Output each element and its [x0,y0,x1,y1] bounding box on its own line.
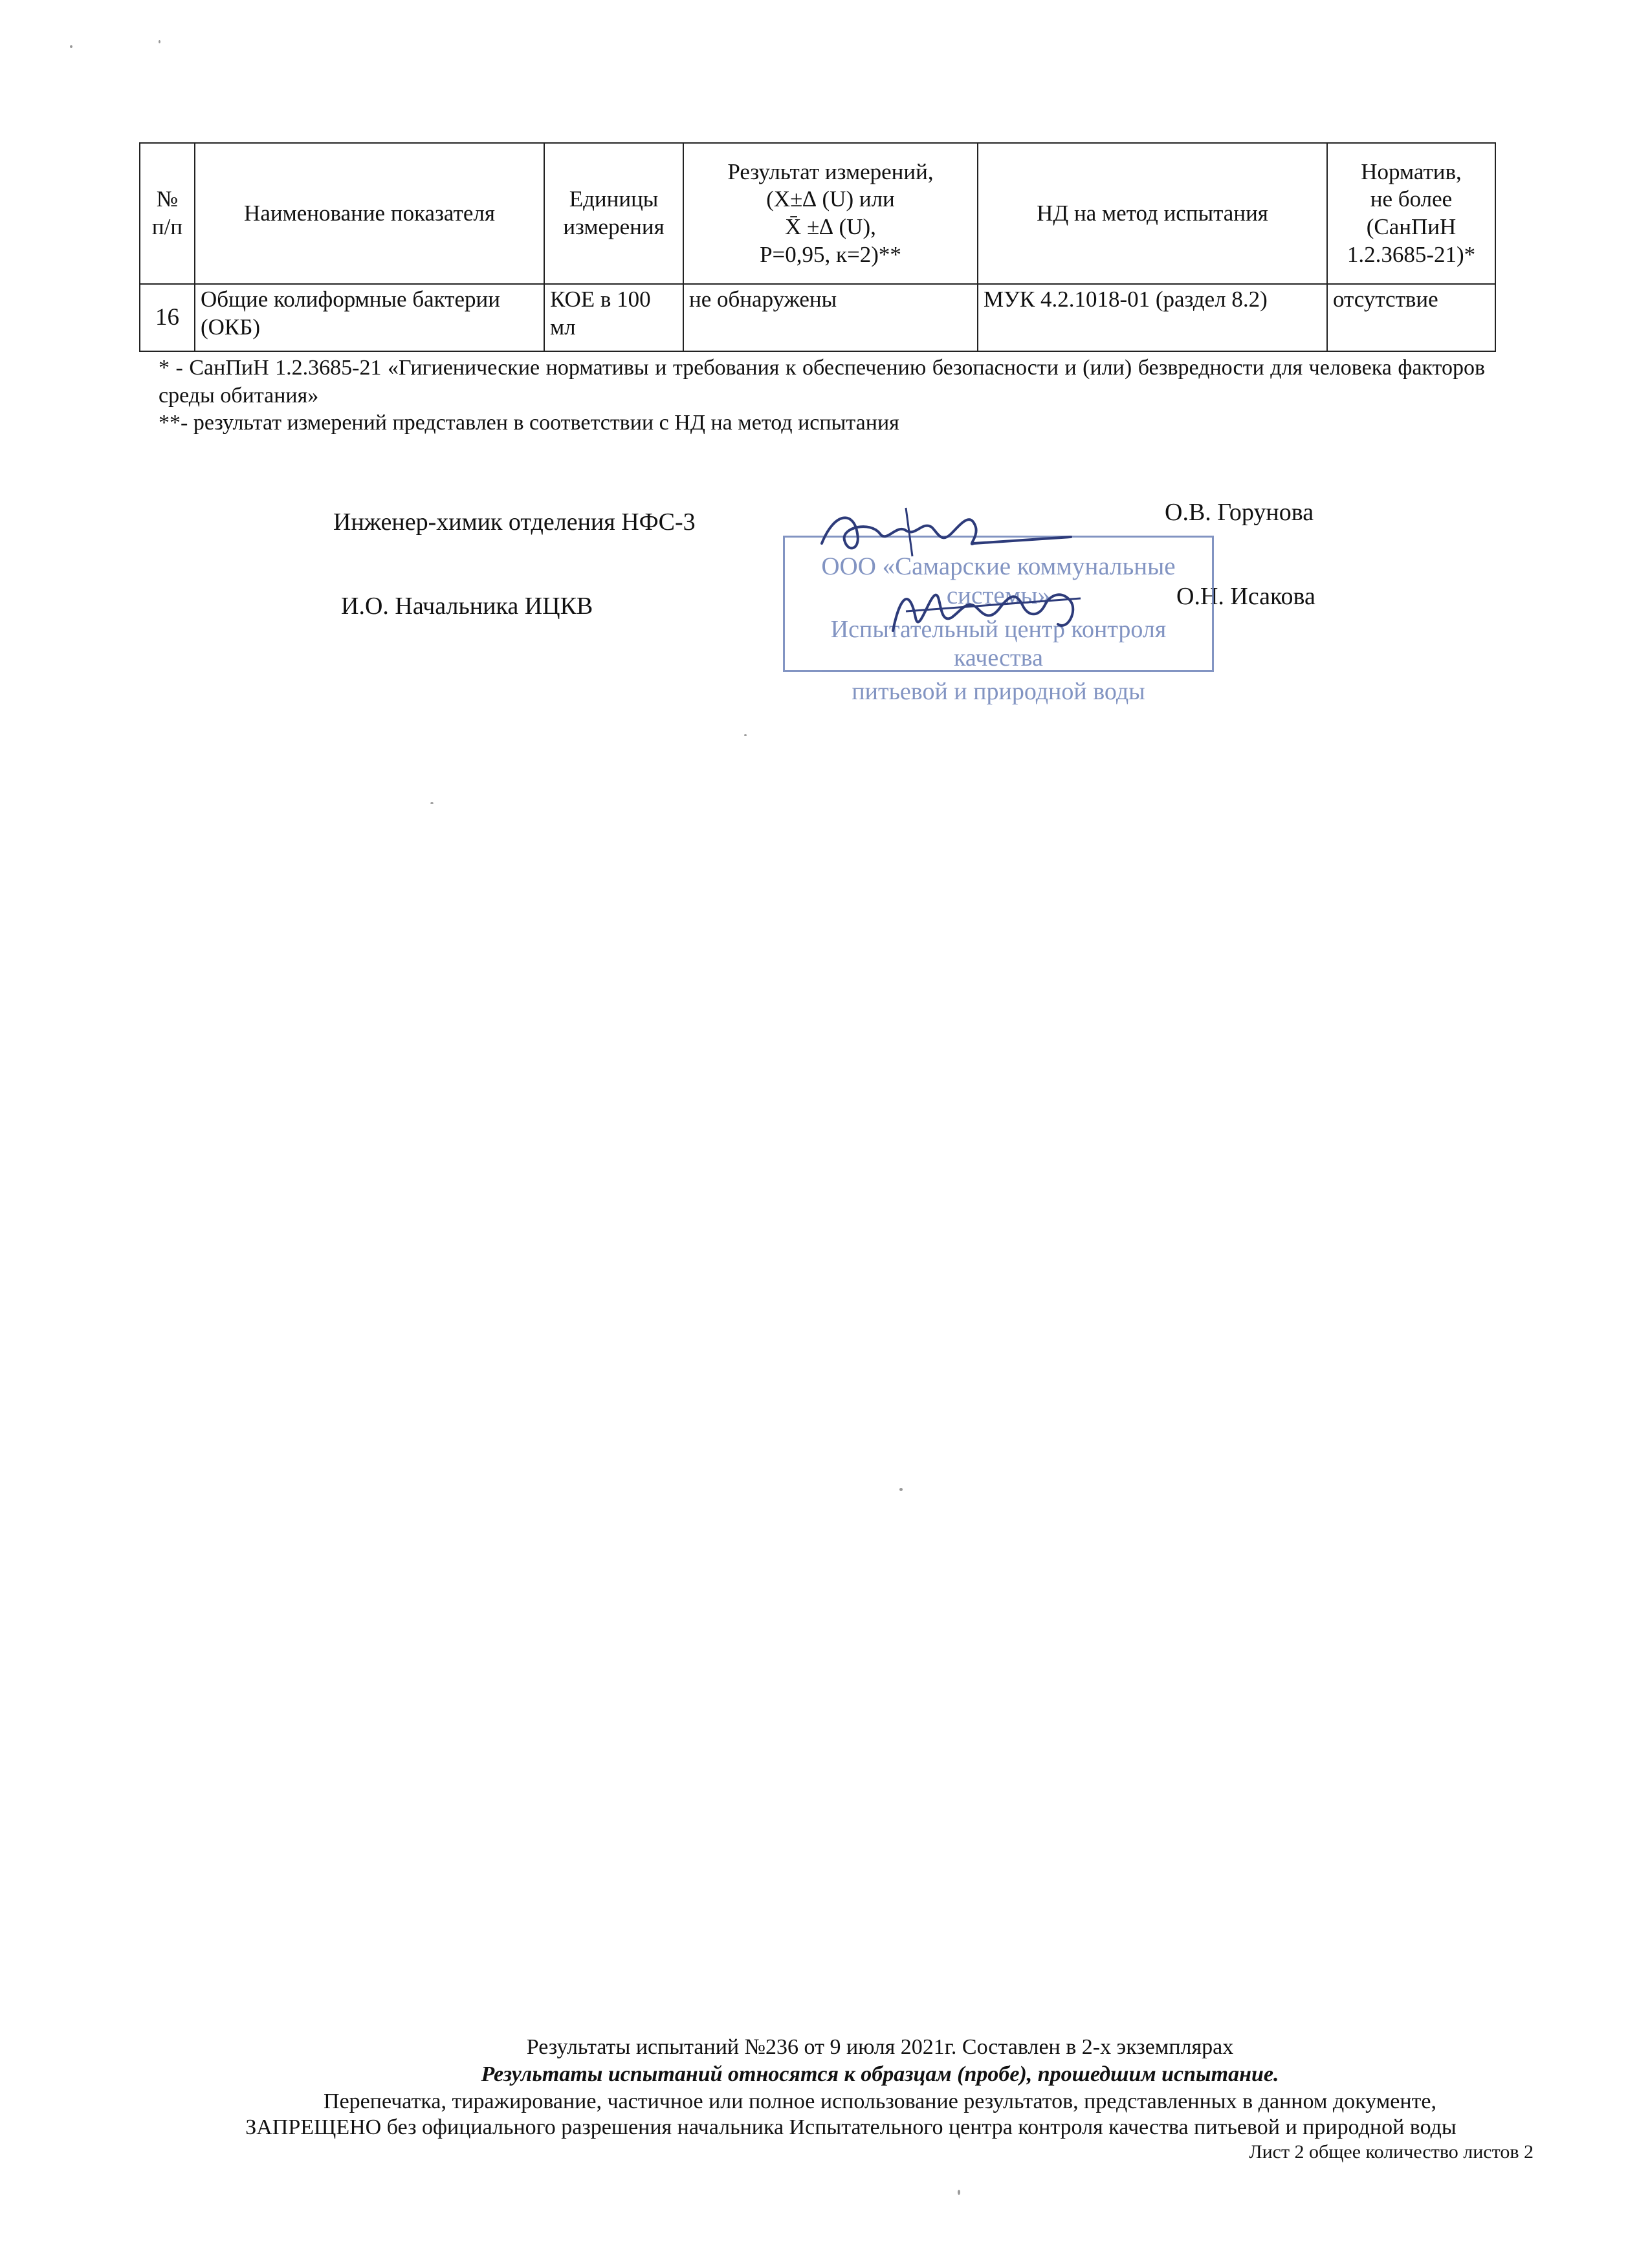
scan-speck [958,2190,960,2195]
signer1-name: О.В. Горунова [1165,499,1314,526]
sheet-number: Лист 2 общее количество листов 2 [1249,2141,1534,2163]
header-method: НД на метод испытания [978,143,1327,284]
cell-result: не обнаружены [683,284,978,351]
stamp-line-2: Испытательный центр контроля качества [830,616,1167,671]
signature-2-icon [880,572,1094,650]
results-table [139,142,1496,352]
scan-speck [159,40,160,43]
cell-method: МУК 4.2.1018-01 (раздел 8.2) [978,284,1327,351]
signer1-position: Инженер-химик отделения НФС-3 [333,508,696,536]
cell-num: 16 [140,284,195,351]
footnotes [159,354,1485,437]
scan-speck [70,45,72,48]
table-row [140,284,1495,351]
stamp-line-3: питьевой и природной воды [852,678,1145,705]
footer-results-line: Результаты испытаний №236 от 9 июля 2021г. Составлен в 2-х экземплярах [526,2035,1234,2059]
scan-speck [899,1488,903,1491]
footer-forbidden-line: ЗАПРЕЩЕНО без официального разрешения начальника Испытательного центра контроля качества питьевой и природной воды [245,2115,1457,2139]
footer-copy-line: Перепечатка, тиражирование, частичное или полное использование результатов, представленных в данном документе, [324,2089,1436,2113]
footnote-method: **- результат измерений представлен в соответствии с НД на метод испытания [159,411,899,435]
header-norm: Норматив, не более (СанПиН 1.2.3685-21)* [1327,143,1495,284]
stamp-line-1: ООО «Самарские коммунальные системы» [821,552,1176,609]
scan-speck [744,734,747,736]
header-num: № п/п [140,143,195,284]
footnote-sanpin: * - СанПиН 1.2.3685-21 «Гигиенические нормативы и требования к обеспечению безопасности и (или) безвредности для человека факторов среды обитания» [159,356,1485,408]
table-header-row [140,143,1495,284]
signature-1-icon [809,498,1081,569]
cell-norm: отсутствие [1327,284,1495,351]
scan-speck [430,802,434,804]
footer-samples-line: Результаты испытаний относятся к образцам (пробе), прошедшим испытание. [481,2062,1279,2086]
header-result: Результат измерений, (X±∆ (U) или X̄ ±∆ (U), Р=0,95, к=2)** [683,143,978,284]
header-name: Наименование показателя [195,143,544,284]
cell-units: КОЕ в 100 мл [544,284,683,351]
cell-name: Общие колиформные бактерии (ОКБ) [195,284,544,351]
signer2-position: И.О. Начальника ИЦКВ [341,593,593,620]
signer2-name: О.Н. Исакова [1176,583,1315,610]
header-units: Единицы измерения [544,143,683,284]
